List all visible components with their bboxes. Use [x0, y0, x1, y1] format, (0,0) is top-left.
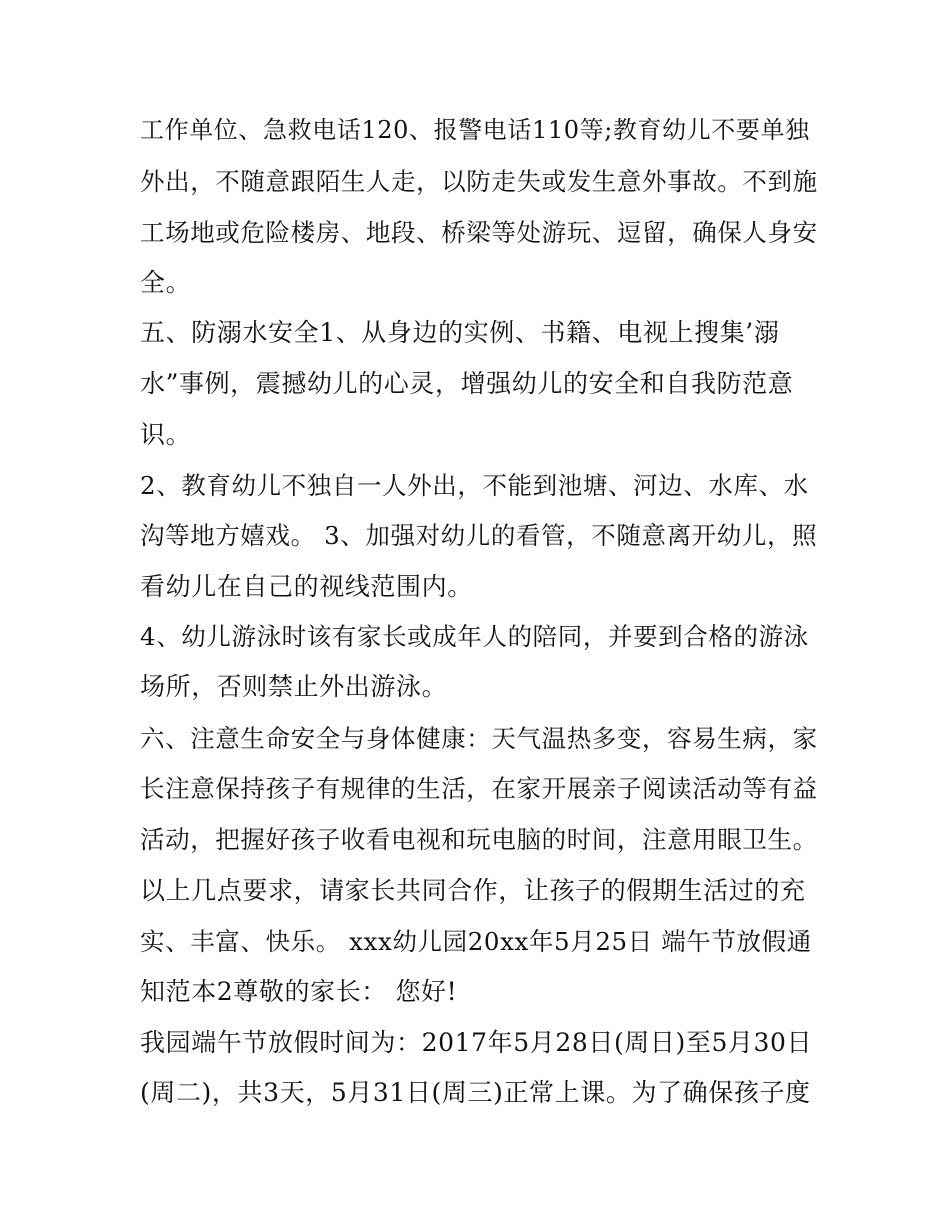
text-line: 知范本2尊敬的家长： 您好! [140, 977, 458, 1006]
text-line: 长注意保持孩子有规律的生活，在家开展亲子阅读活动等有益 [140, 774, 818, 803]
text-line: 水”事例，震撼幼儿的心灵，增强幼儿的安全和自我防范意 [140, 369, 794, 398]
text-line: 实、丰富、快乐。 xxx幼儿园20xx年5月25日 端午节放假通 [140, 927, 812, 956]
text-line: 识。 [140, 420, 192, 449]
text-line: 全。 [140, 268, 192, 297]
text-line: 我园端午节放假时间为：2017年5月28日(周日)至5月30日 [140, 1028, 813, 1057]
text-line: 2、教育幼儿不独自一人外出，不能到池塘、河边、水库、水 [140, 471, 809, 500]
text-line: 工作单位、急救电话120、报警电话110等;教育幼儿不要单独 [140, 116, 810, 144]
text-line: (周二)，共3天，5月31日(周三)正常上课。为了确保孩子度 [140, 1078, 811, 1107]
text-line: 看幼儿在自己的视线范围内。 [140, 572, 473, 601]
text-line: 场所，否则禁止外出游泳。 [140, 672, 448, 701]
text-line: 以上几点要求，请家长共同合作，让孩子的假期生活过的充 [140, 876, 806, 905]
text-line: 工场地或危险楼房、地段、桥梁等处游玩、逗留，确保人身安 [140, 218, 818, 247]
text-line: 4、幼儿游泳时该有家长或成年人的陪同，并要到合格的游泳 [140, 622, 809, 651]
text-line: 活动，把握好孩子收看电视和玩电脑的时间，注意用眼卫生。 [140, 825, 818, 854]
text-line: 沟等地方嬉戏。 3、加强对幼儿的看管，不随意离开幼儿，照 [140, 521, 818, 550]
text-line: 外出，不随意跟陌生人走，以防走失或发生意外事故。不到施 [140, 167, 818, 196]
text-line: 六、注意生命安全与身体健康：天气温热多变，容易生病，家 [140, 724, 818, 753]
text-line: 五、防溺水安全1、从身边的实例、书籍、电视上搜集’溺 [140, 318, 780, 347]
